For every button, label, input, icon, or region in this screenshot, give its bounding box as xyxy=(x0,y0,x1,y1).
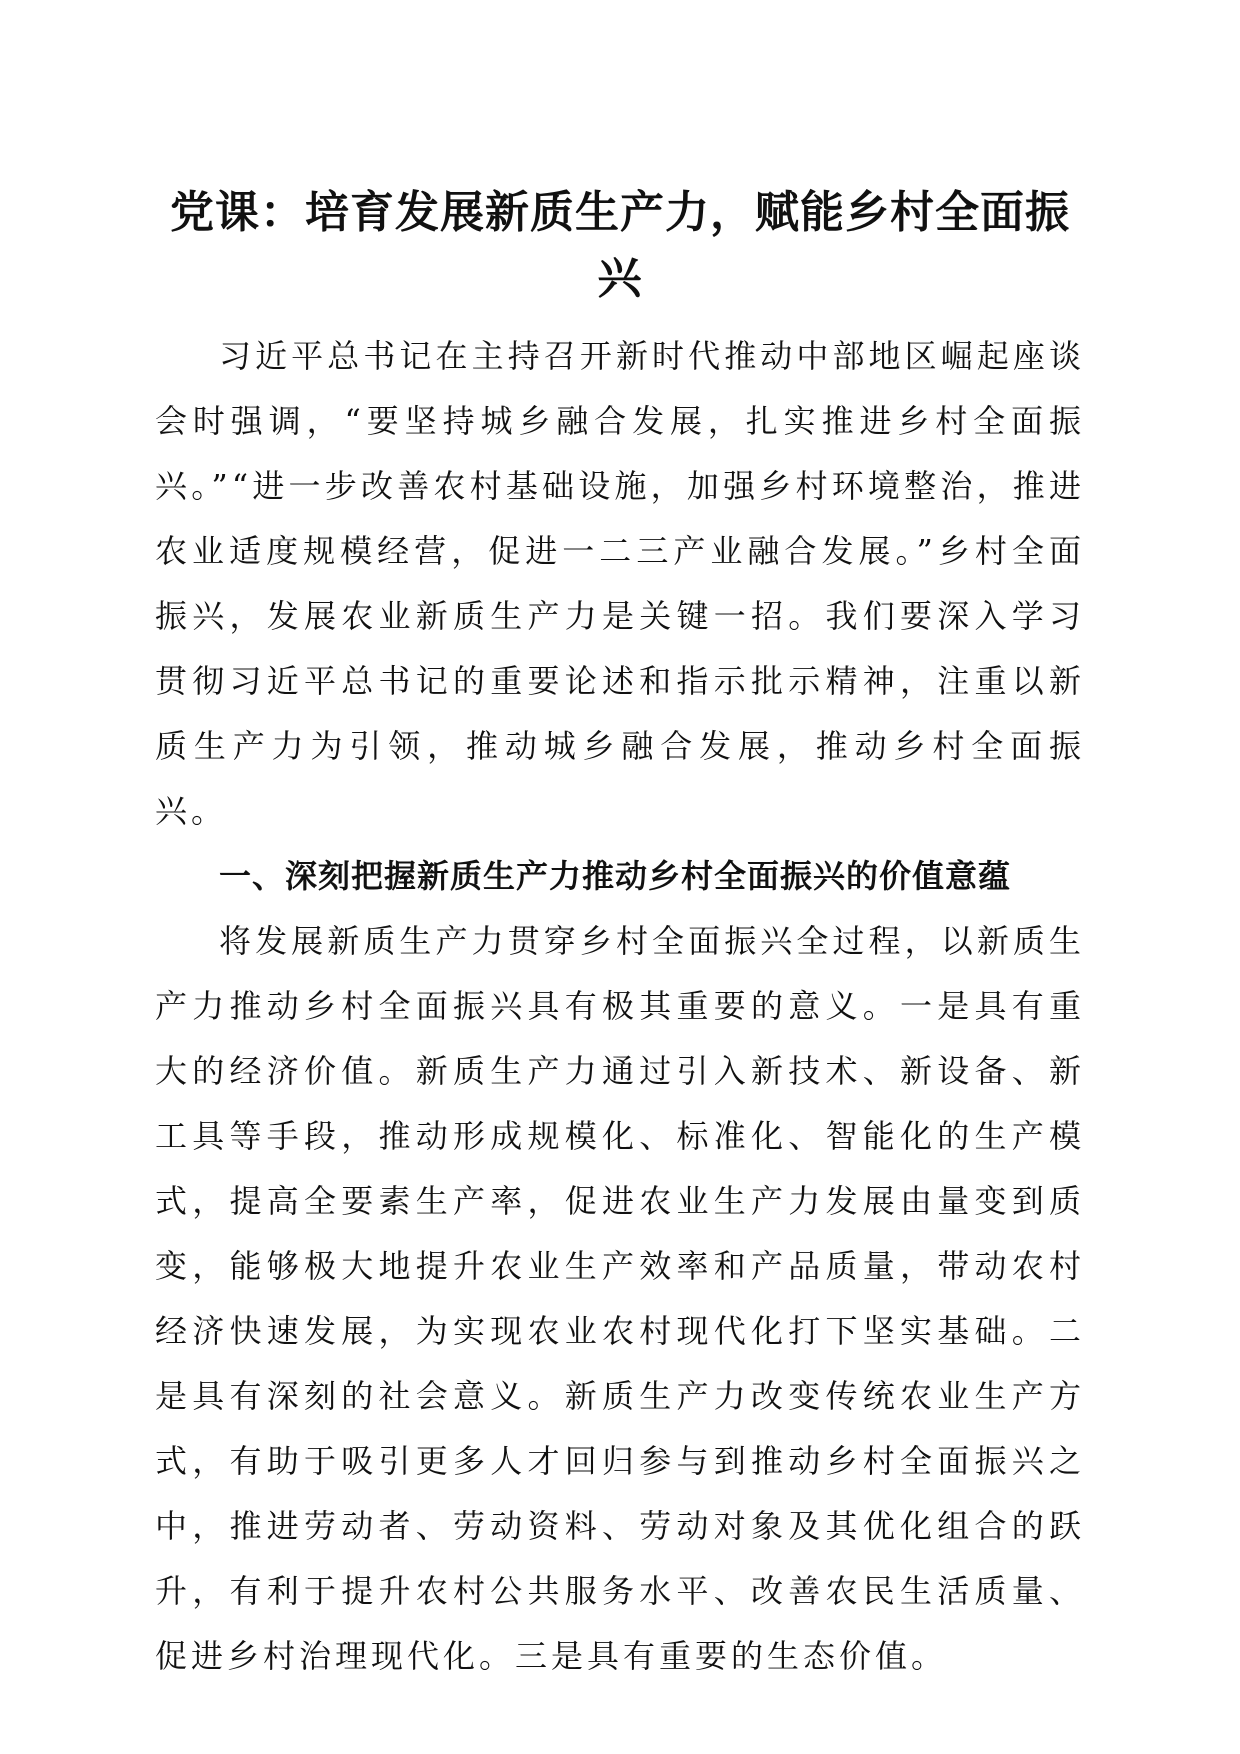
title-spacer xyxy=(155,312,1085,324)
section-1-paragraph: 将发展新质生产力贯穿乡村全面振兴全过程，以新质生产力推动乡村全面振兴具有极其重要的意义。一是具有重大的经济价值。新质生产力通过引入新技术、新设备、新工具等手段，推动形成规模化、标准化、智能化的生产模式，提高全要素生产率，促进农业生产力发展由量变到质变，能够极大地提升农业生产效率和产品质量，带动农村经济快速发展，为实现农业农村现代化打下坚实基础。二是具有深刻的社会意义。新质生产力改变传统农业生产方式，有助于吸引更多人才回归参与到推动乡村全面振兴之中，推进劳动者、劳动资料、劳动对象及其优化组合的跃升，有利于提升农村公共服务水平、改善农民生活质量、促进乡村治理现代化。三是具有重要的生态价值。 xyxy=(155,922,1085,1675)
intro-paragraph: 习近平总书记在主持召开新时代推动中部地区崛起座谈会时强调，“要坚持城乡融合发展，扎实推进乡村全面振兴。”“进一步改善农村基础设施，加强乡村环境整治，推进农业适度规模经营，促进一二三产业融合发展。”乡村全面振兴，发展农业新质生产力是关键一招。我们要深入学习贯彻习近平总书记的重要论述和指示批示精神，注重以新质生产力为引领，推动城乡融合发展，推动乡村全面振兴。 xyxy=(155,337,1085,830)
section-heading-1: 一、深刻把握新质生产力推动乡村全面振兴的价值意蕴 xyxy=(219,857,1012,895)
document-body xyxy=(155,180,1085,1689)
document-title: 党课：培育发展新质生产力，赋能乡村全面振兴 xyxy=(170,187,1070,304)
